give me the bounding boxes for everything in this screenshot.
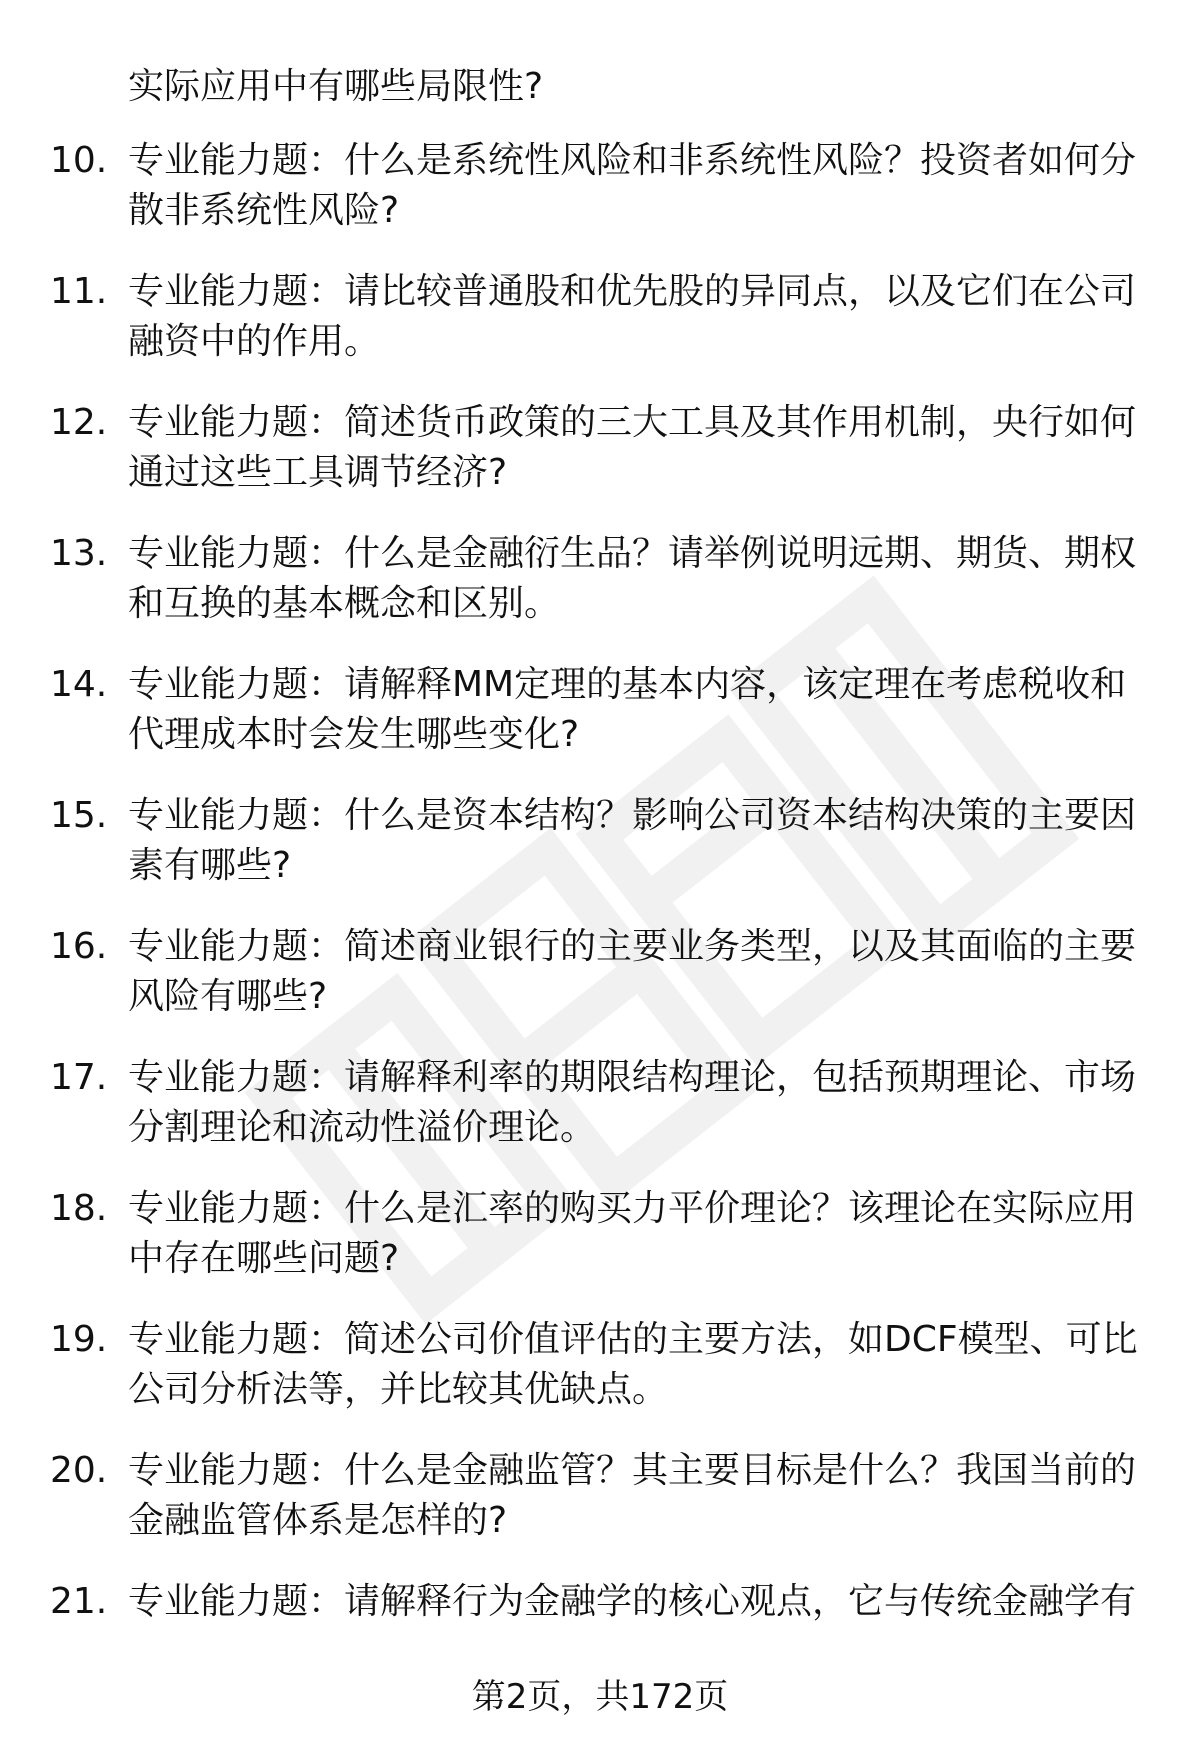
question-number: 21. <box>50 1581 108 1622</box>
question-text: 专业能力题：请解释MM定理的基本内容，该定理在考虑税收和代理成本时会发生哪些变化? <box>128 664 1127 755</box>
question-number: 16. <box>50 926 108 967</box>
question-text: 专业能力题：什么是金融衍生品？请举例说明远期、期货、期权和互换的基本概念和区别。 <box>128 533 1137 624</box>
list-item <box>0 660 1200 791</box>
question-text: 专业能力题：简述商业银行的主要业务类型，以及其面临的主要风险有哪些? <box>128 926 1137 1017</box>
list-item <box>0 1446 1200 1577</box>
question-text: 专业能力题：什么是金融监管？其主要目标是什么？我国当前的金融监管体系是怎样的? <box>128 1450 1137 1541</box>
list-item <box>0 398 1200 529</box>
question-number: 15. <box>50 795 108 836</box>
question-number: 10. <box>50 140 108 181</box>
list-item <box>0 136 1200 267</box>
question-text: 专业能力题：什么是资本结构？影响公司资本结构决策的主要因素有哪些? <box>128 795 1137 886</box>
continuation-line: 实际应用中有哪些局限性? <box>128 66 544 107</box>
page-footer: 第2页，共172页 <box>471 1677 729 1717</box>
question-text: 专业能力题：简述公司价值评估的主要方法，如DCF模型、可比公司分析法等，并比较其优缺点。 <box>128 1319 1138 1410</box>
question-number: 13. <box>50 533 108 574</box>
list-item <box>0 922 1200 1053</box>
list-item <box>0 791 1200 922</box>
list-item <box>0 267 1200 398</box>
list-item <box>0 1315 1200 1446</box>
question-text: 专业能力题：什么是系统性风险和非系统性风险？投资者如何分散非系统性风险? <box>128 140 1137 231</box>
question-number: 17. <box>50 1057 108 1098</box>
question-list <box>0 136 1200 1708</box>
list-item <box>0 1184 1200 1315</box>
question-number: 18. <box>50 1188 108 1229</box>
question-text: 专业能力题：请比较普通股和优先股的异同点，以及它们在公司融资中的作用。 <box>128 271 1137 362</box>
question-text: 专业能力题：请解释行为金融学的核心观点，它与传统金融学有 <box>128 1581 1137 1622</box>
question-text: 专业能力题：简述货币政策的三大工具及其作用机制，央行如何通过这些工具调节经济? <box>128 402 1137 493</box>
question-number: 12. <box>50 402 108 443</box>
question-number: 14. <box>50 664 108 705</box>
list-item <box>0 1053 1200 1184</box>
question-text: 专业能力题：什么是汇率的购买力平价理论？该理论在实际应用中存在哪些问题? <box>128 1188 1137 1279</box>
question-number: 19. <box>50 1319 108 1360</box>
list-item <box>0 529 1200 660</box>
question-number: 11. <box>50 271 108 312</box>
question-number: 20. <box>50 1450 108 1491</box>
question-text: 专业能力题：请解释利率的期限结构理论，包括预期理论、市场分割理论和流动性溢价理论。 <box>128 1057 1137 1148</box>
